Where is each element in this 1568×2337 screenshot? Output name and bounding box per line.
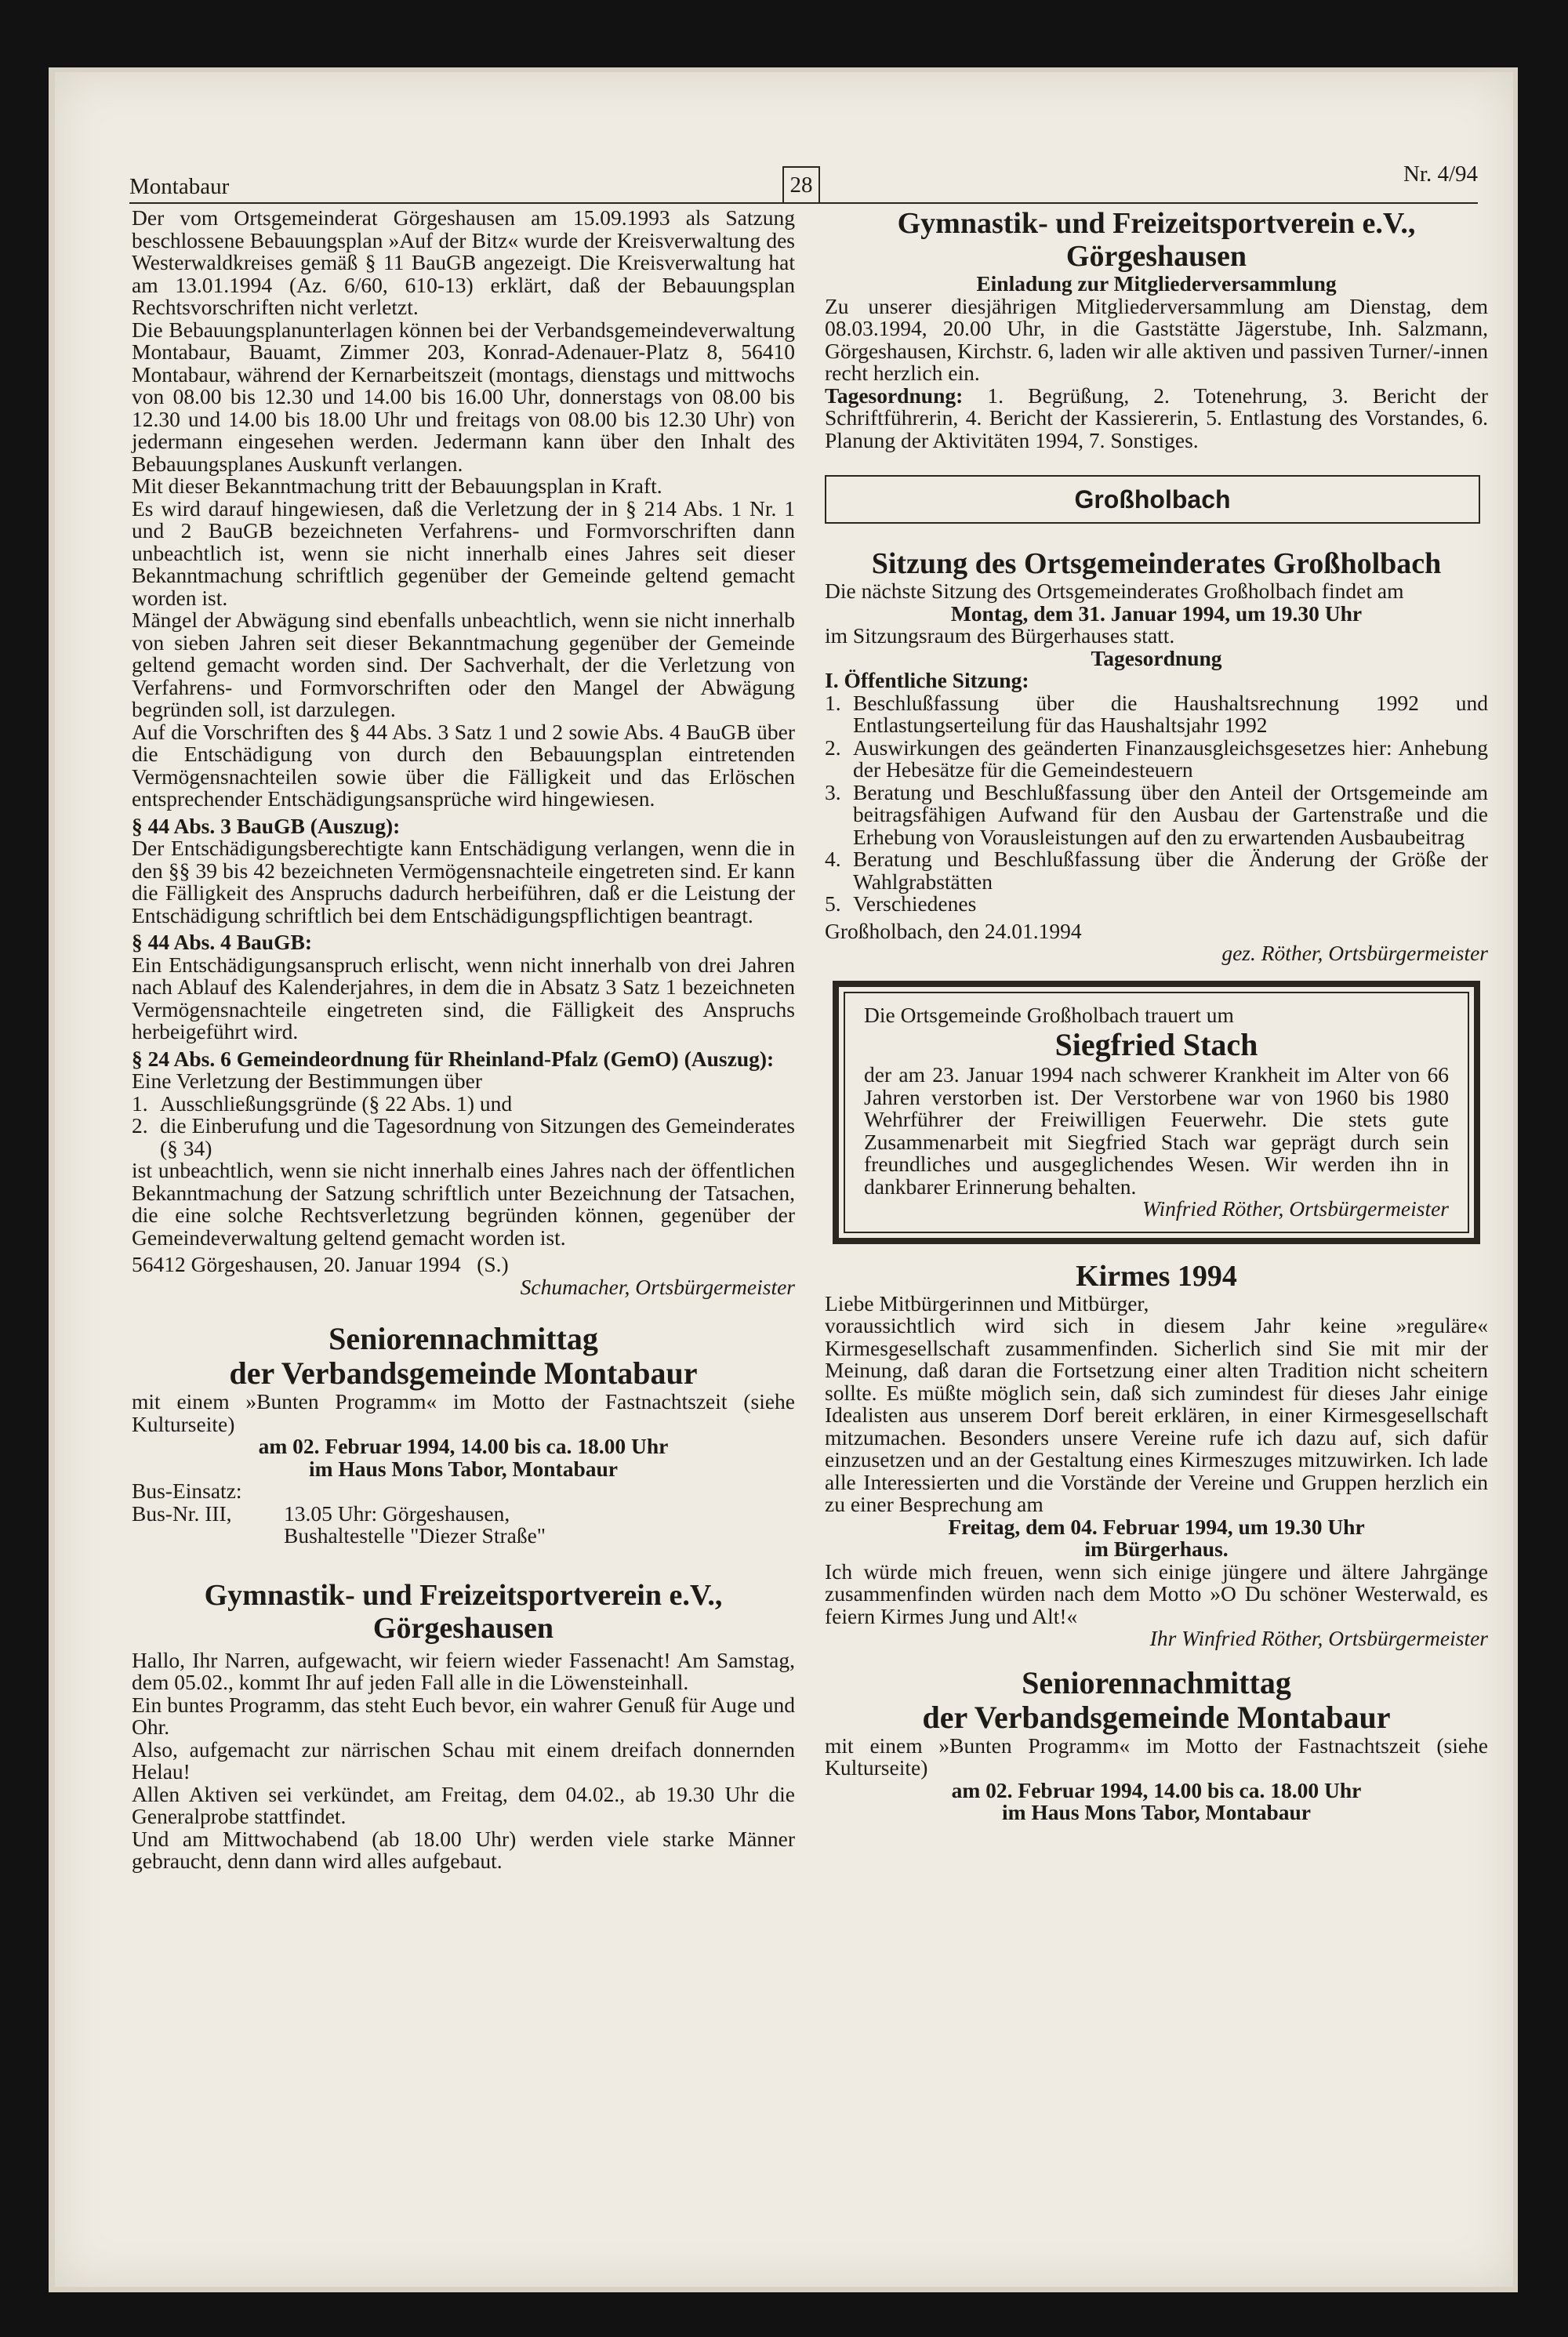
bebauungsplan-intro: Der vom Ortsgemeinderat Görgeshausen am 15.09.1993 als Satzung beschlossene Bebauungsplan »Auf der Bitz« wurde der Kreisverwaltung des Westerwaldkreises gemäß § 11 BauGB angezeigt. Die Kreisverwaltung hat am 13.01.1994 (Az. 6/60, 610-13) erklärt, daß der Bebauungsplan Rechtsvorschriften nicht verletzt.: [132, 205, 795, 319]
list-item: 1. Ausschließungsgründe (§ 22 Abs. 1) und: [132, 1090, 513, 1116]
gym-carnival-text: Also, aufgemacht zur närrischen Schau mit einem dreifach donnernden Helau!: [132, 1736, 795, 1784]
header-town: Montabaur: [129, 174, 230, 199]
senior-intro: mit einem »Bunten Programm« im Motto der Fastnachtszeit (siehe Kulturseite): [132, 1389, 795, 1436]
section-44-3-title: § 44 Abs. 3 BauGB (Auszug):: [132, 813, 401, 838]
right-column: [825, 207, 1488, 1824]
gym-meeting-text: Zu unserer diesjährigen Mitgliederversammlung am Dienstag, dem 08.03.1994, 20.00 Uhr, in die Gaststätte Jägerstube, Inh. Salzmann, Görgeshausen, Kirchstr. 6, laden wir alle aktiven und passiven Turner/-innen recht herzlich ein.: [825, 293, 1488, 385]
bus-times: 13.05 Uhr: Görgeshausen, Bushaltestelle "Diezer Straße": [284, 1501, 546, 1548]
section-44-4-title: § 44 Abs. 4 BauGB:: [132, 930, 312, 954]
sitzung-signature: gez. Röther, Ortsbürgermeister: [1221, 941, 1488, 965]
signature: Schumacher, Ortsbürgermeister: [520, 1274, 795, 1299]
kirmes-signature: Ihr Winfried Röther, Ortsbürgermeister: [1149, 1626, 1488, 1650]
list-item: 4. Beratung und Beschlußfassung über die Änderung der Größe der Wahlgrabstätten: [825, 847, 1488, 894]
section-44-3-text: Der Entschädigungsberechtigte kann Entschädigung verlangen, wenn die in den §§ 39 bis 42 bezeichneten Vermögensnachteile eingetreten sind. Er kann die Fälligkeit des Anspruchs dadurch herbeiführen, daß er die Leistung der Entschädigung schriftlich bei dem Entschädigungspflichtigen beantragt.: [132, 836, 795, 927]
section-banner: Großholbach: [825, 475, 1480, 524]
senior-title-right: Seniorennachmittag: [1022, 1664, 1291, 1700]
obituary-box: [833, 981, 1480, 1244]
gym-carnival-title: Gymnastik- und Freizeitsportverein e.V.,: [204, 1578, 723, 1612]
section-24-text: Eine Verletzung der Bestimmungen über: [132, 1069, 483, 1093]
senior-title: Seniorennachmittag: [328, 1321, 598, 1356]
bus-number: Bus-Nr. III,: [132, 1501, 232, 1526]
obituary-inner: [844, 992, 1469, 1233]
left-column: [132, 207, 795, 1873]
header-rule: [129, 202, 1478, 204]
list-item: 5. Verschiedenes: [825, 891, 977, 916]
agenda-title: Tagesordnung: [1091, 645, 1222, 670]
place-date: 56412 Görgeshausen, 20. Januar 1994 (S.): [132, 1252, 509, 1276]
list-item: 2. die Einberufung und die Tagesordnung von Sitzungen des Gemeinderates (§ 34): [132, 1113, 795, 1160]
senior-when-right: am 02. Februar 1994, 14.00 bis ca. 18.00 Uhr: [951, 1777, 1362, 1802]
sitzung-place: Großholbach, den 24.01.1994: [825, 918, 1082, 943]
gym-meeting-invite: Einladung zur Mitgliederversammlung: [976, 271, 1337, 296]
gym-meeting-subtitle: Görgeshausen: [1065, 240, 1247, 273]
bus-label: Bus-Einsatz:: [132, 1479, 242, 1503]
senior-intro-right: mit einem »Bunten Programm« im Motto der Fastnachtszeit (siehe Kulturseite): [825, 1733, 1488, 1780]
senior-subtitle-right: der Verbandsgemeinde Montabaur: [922, 1699, 1391, 1735]
kirmes-text: voraussichtlich wird sich in diesem Jahr keine »reguläre« Kirmesgesellschaft zusammenfinden. Sicherlich sind Sie mit mir der Meinung, daß daran die Fortsetzung einer alten Tradition nicht scheitern sollte. Es müßte möglich sein, daß sich zumindest für dieses Jahr einige Idealisten aus unserem Dorf bereit erklären, in einer Kirmesgesellschaft mitzumachen. Besonders unsere Vereine rufe ich dazu auf, sich dafür einzusetzen und an der Gestaltung eines Kirmeszuges mitzuwirken. Ich lade alle Interessierten und die Vorstände der Vereine und Gruppen herzlich ein zu einer Besprechung am: [825, 1313, 1488, 1516]
gym-carnival-text: Und am Mittwochabend (ab 18.00 Uhr) werden viele starke Männer gebraucht, denn dann wird alles aufgebaut.: [132, 1826, 795, 1873]
gym-meeting-agenda: Tagesordnung: 1. Begrüßung, 2. Totenehrung, 3. Bericht der Schriftführerin, 4. Bericht der Kassiererin, 5. Entlastung des Vorstandes, 6. Planung der Aktivitäten 1994, 7. Sonstiges.: [825, 383, 1488, 452]
kirmes-greeting: Liebe Mitbürgerinnen und Mitbürger,: [825, 1290, 1149, 1315]
bebauungsplan-einsicht: Die Bebauungsplanunterlagen können bei der Verbandsgemeindeverwaltung Montabaur, Bauamt, Zimmer 203, Konrad-Adenauer-Platz 8, 56410 Montabaur, während der Kernarbeitszeit (montags, dienstags und mittwochs von 08.00 bis 12.30 und 14.00 bis 16.00 Uhr, donnerstags von 08.00 bis 12.30 und 14.00 bis 18.00 Uhr und freitags von 08.00 bis 12.30 Uhr) von jedermann eingesehen werden. Jedermann kann über den Inhalt des Bebauungsplanes Auskunft verlangen.: [132, 317, 795, 476]
gym-meeting-title: Gymnastik- und Freizeitsportverein e.V.,: [897, 207, 1416, 240]
senior-where: im Haus Mons Tabor, Montabaur: [308, 1456, 618, 1481]
obituary-name: Siegfried Stach: [1054, 1027, 1258, 1062]
obituary-text: der am 23. Januar 1994 nach schwerer Krankheit im Alter von 66 Jahren verstorben ist. Der Verstorbene war von 1960 bis 1980 Wehrführer der Freiwilligen Feuerwehr. Die stets gute Zusammenarbeit mit Siegfried Stach war geprägt durch sein freundliches und ausgeglichendes Wesen. Wir werden ihn in dankbarer Erinnerung behalten.: [864, 1062, 1449, 1199]
obituary-intro: Die Ortsgemeinde Großholbach trauert um: [864, 1002, 1234, 1027]
kirmes-where: im Bürgerhaus.: [1084, 1537, 1229, 1561]
section-44-4-text: Ein Entschädigungsanspruch erlischt, wenn nicht innerhalb von drei Jahren nach Ablauf des Kalenderjahres, in dem die in Absatz 3 Satz 1 bezeichneten Vermögensnachteile eingetreten sind, die Fälligkeit des Anspruchs herbeigeführt wird.: [132, 952, 795, 1043]
page-number: 28: [782, 166, 820, 204]
bebauungsplan-inkraft: Mit dieser Bekanntmachung tritt der Bebauungsplan in Kraft.: [132, 474, 662, 498]
sitzung-title: Sitzung des Ortsgemeinderates Großholbach: [871, 547, 1442, 580]
agenda-section: I. Öffentliche Sitzung:: [825, 668, 1029, 692]
agenda-list: [825, 692, 1488, 916]
list-item: 3. Beratung und Beschlußfassung über den Anteil der Ortsgemeinde am beitragsfähigen Aufwand für den Ausbau der Gartenstraße und die Erhebung von Vorausleistungen auf den zu erwartenden Ausbaubeitrag: [825, 779, 1488, 849]
list-item: 2. Auswirkungen des geänderten Finanzausgleichsgesetzes hier: Anhebung der Hebesätze für die Gemeindesteuern: [825, 735, 1488, 782]
senior-subtitle: der Verbandsgemeinde Montabaur: [229, 1355, 698, 1391]
section-24-tail: ist unbeachtlich, wenn sie nicht innerhalb eines Jahres nach der öffentlichen Bekanntmachung der Satzung schriftlich unter Bezeichnung der Tatsachen, die eine solche Rechtsverletzung begründen können, gegenüber der Gemeindeverwaltung geltend gemacht worden ist.: [132, 1158, 795, 1250]
bebauungsplan-hinweis: Es wird darauf hingewiesen, daß die Verletzung der in § 214 Abs. 1 Nr. 1 und 2 BauGB bezeichneten Verfahrens- und Formvorschriften dann unbeachtlich ist, wenn sie nicht innerhalb eines Jahres seit dieser Bekanntmachung schriftlich gegenüber der Gemeinde geltend gemacht worden ist.: [132, 495, 795, 610]
gym-carnival-text: Ein buntes Programm, das steht Euch bevor, ein wahrer Genuß für Auge und Ohr.: [132, 1692, 795, 1739]
obituary-signature: Winfried Röther, Ortsbürgermeister: [1142, 1196, 1449, 1221]
kirmes-text-2: Ich würde mich freuen, wenn sich einige jüngere und ältere Jahrgänge zusammenfinden würden nach dem Motto »O Du schöner Westerwald, es feiern Kirmes Jung und Alt!«: [825, 1559, 1488, 1628]
section-24-title: § 24 Abs. 6 Gemeindeordnung für Rheinland-Pfalz (GemO) (Auszug):: [132, 1046, 775, 1071]
senior-where-right: im Haus Mons Tabor, Montabaur: [1001, 1800, 1311, 1824]
bebauungsplan-entschaedigung: Auf die Vorschriften des § 44 Abs. 3 Satz 1 und 2 sowie Abs. 4 BauGB über die Entschädigung von durch den Bebauungsplan eintretenden Vermögensnachteilen sowie über die Fälligkeit und das Erlöschen entsprechender Entschädigungsansprüche wird hingewiesen.: [132, 719, 795, 811]
kirmes-when: Freitag, dem 04. Februar 1994, um 19.30 Uhr: [948, 1514, 1365, 1539]
bus-info: [132, 1503, 795, 1548]
section-24-list: [132, 1090, 795, 1160]
bebauungsplan-maengel: Mängel der Abwägung sind ebenfalls unbeachtlich, wenn sie nicht innerhalb von sieben Jahren seit dieser Bekanntmachung gegenüber der Gemeinde geltend gemacht worden sind. Der Sachverhalt, der die Verletzung von Verfahrens- und Formvorschriften oder den Mangel der Abwägung begründen soll, ist darzulegen.: [132, 608, 795, 721]
list-item: 1. Beschlußfassung über die Haushaltsrechnung 1992 und Entlastungserteilung für das Haushaltsjahr 1992: [825, 690, 1488, 737]
sitzung-intro: Die nächste Sitzung des Ortsgemeinderates Großholbach findet am: [825, 579, 1404, 603]
gym-carnival-text: Allen Aktiven sei verkündet, am Freitag, dem 04.02., ab 19.30 Uhr die Generalprobe stattfindet.: [132, 1781, 795, 1828]
gym-carnival-text: Hallo, Ihr Narren, aufgewacht, wir feiern wieder Fassenacht! Am Samstag, dem 05.02., kommt Ihr auf jeden Fall alle in die Löwensteinhall.: [132, 1647, 795, 1694]
gym-carnival-subtitle: Görgeshausen: [372, 1611, 554, 1645]
senior-when: am 02. Februar 1994, 14.00 bis ca. 18.00 Uhr: [258, 1434, 669, 1458]
issue-number: Nr. 4/94: [1403, 161, 1478, 187]
kirmes-title: Kirmes 1994: [1076, 1259, 1237, 1293]
sitzung-where: im Sitzungsraum des Bürgerhauses statt.: [825, 623, 1175, 648]
sitzung-when: Montag, dem 31. Januar 1994, um 19.30 Uhr: [950, 601, 1363, 626]
